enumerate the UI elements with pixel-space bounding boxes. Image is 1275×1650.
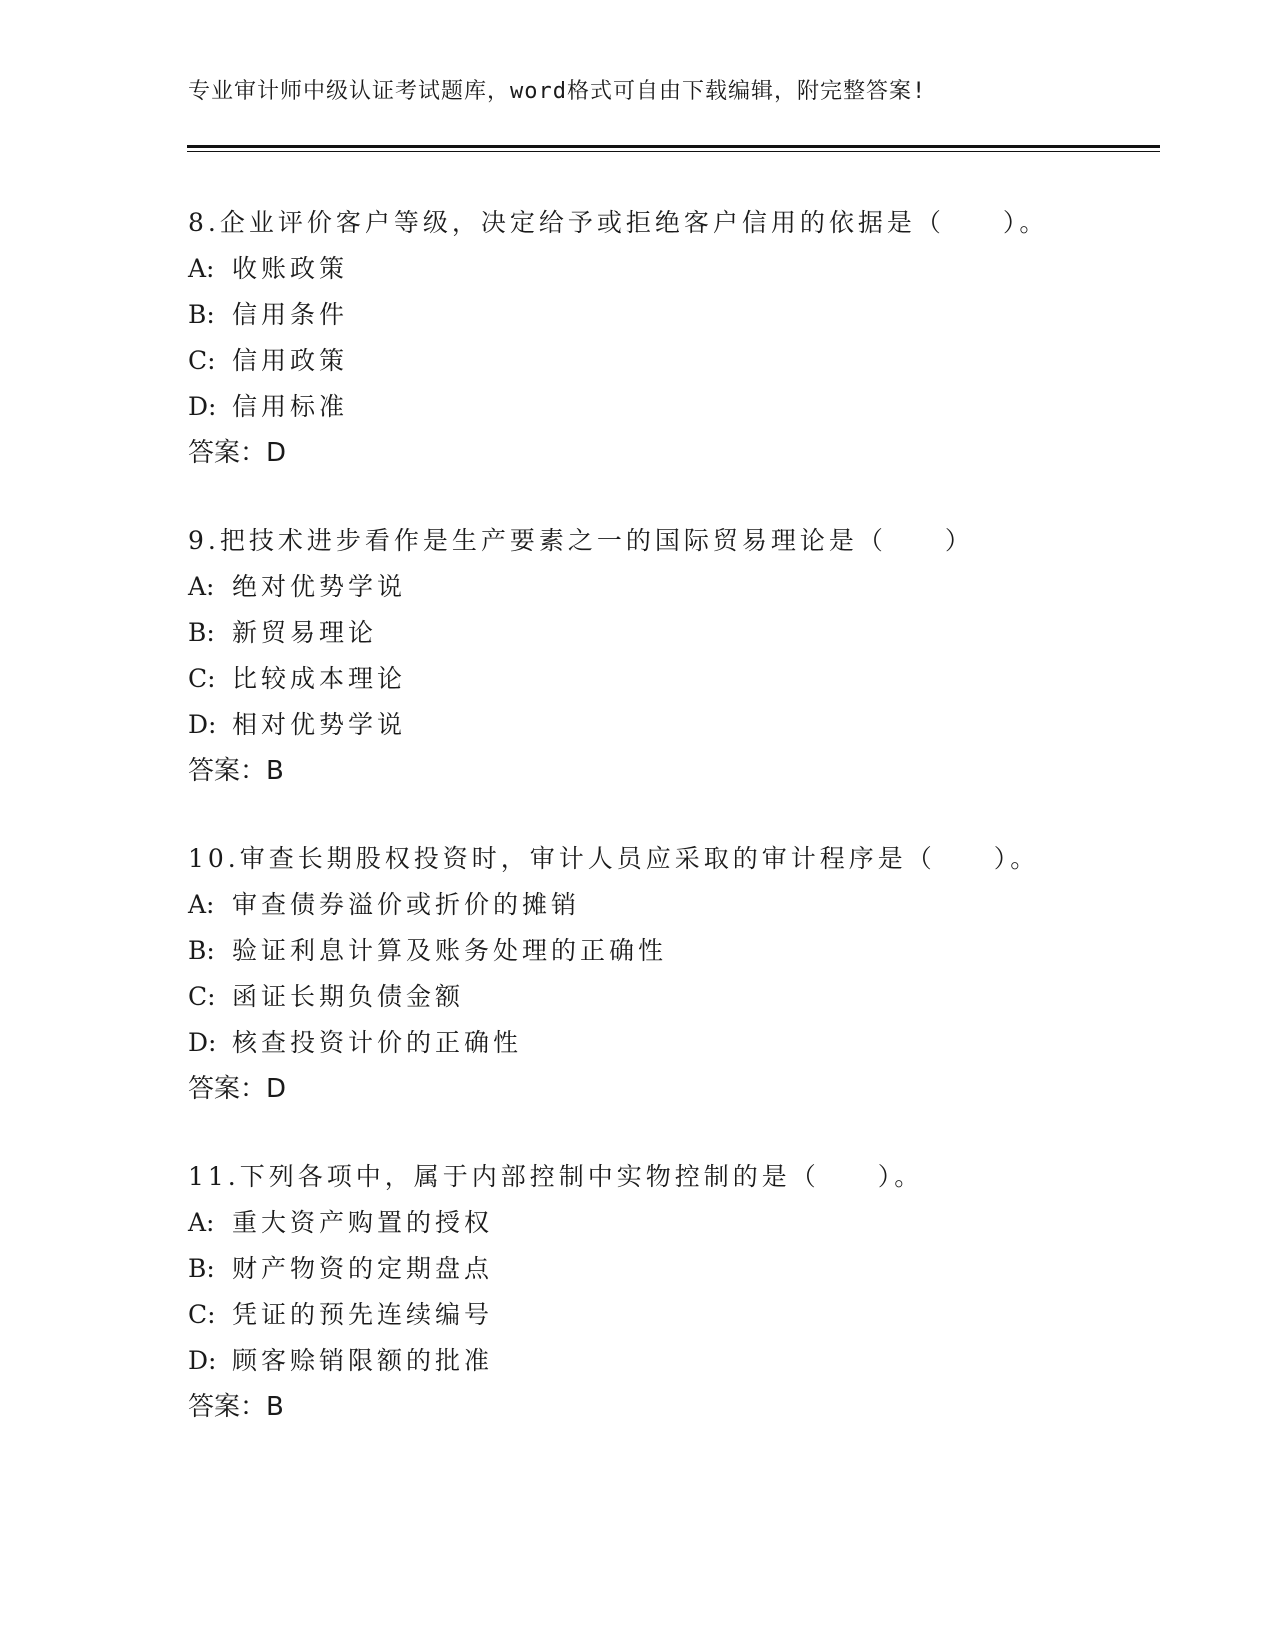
option-letter: D:: [188, 1028, 217, 1057]
document-header: 专业审计师中级认证考试题库，word格式可自由下载编辑，附完整答案!: [188, 79, 927, 104]
answer-line: 答案：B: [188, 756, 284, 786]
option-b: [188, 292, 1148, 338]
option-a: [188, 246, 1148, 292]
option-text: 顾客赊销限额的批准: [232, 1346, 494, 1375]
option-text: 函证长期负债金额: [232, 982, 465, 1011]
option-b: [188, 1246, 1148, 1292]
option-d: [188, 1020, 1148, 1066]
option-letter: C:: [188, 664, 216, 693]
option-c: [188, 974, 1148, 1020]
option-text: 信用政策: [232, 346, 349, 375]
header-rule-thin: [187, 151, 1160, 152]
answer-line: 答案：D: [188, 438, 287, 468]
option-text: 相对优势学说: [232, 710, 407, 739]
option-letter: B:: [188, 618, 215, 647]
answer-line: 答案：D: [188, 1074, 287, 1104]
option-d: [188, 1338, 1148, 1384]
question-block: [188, 836, 1148, 1112]
option-text: 信用条件: [232, 300, 349, 329]
option-letter: D:: [188, 1346, 217, 1375]
option-letter: B:: [188, 1254, 215, 1283]
option-b: [188, 610, 1148, 656]
option-letter: C:: [188, 982, 216, 1011]
option-letter: A:: [188, 572, 215, 601]
option-letter: A:: [188, 890, 215, 919]
option-text: 信用标准: [232, 392, 349, 421]
option-a: [188, 564, 1148, 610]
option-letter: A:: [188, 254, 215, 283]
option-text: 核查投资计价的正确性: [232, 1028, 523, 1057]
option-letter: B:: [188, 936, 215, 965]
header-rule-thick: [187, 145, 1160, 148]
question-block: [188, 200, 1148, 476]
question-stem: 9.把技术进步看作是生产要素之一的国际贸易理论是（ ）: [188, 526, 974, 555]
option-text: 比较成本理论: [232, 664, 407, 693]
option-b: [188, 928, 1148, 974]
option-letter: B:: [188, 300, 215, 329]
option-letter: D:: [188, 710, 217, 739]
option-letter: C:: [188, 1300, 216, 1329]
question-stem: 11.下列各项中，属于内部控制中实物控制的是（ ）。: [188, 1162, 924, 1191]
answer-line: 答案：B: [188, 1392, 284, 1422]
option-a: [188, 1200, 1148, 1246]
option-text: 新贸易理论: [232, 618, 378, 647]
option-letter: C:: [188, 346, 216, 375]
question-block: [188, 518, 1148, 794]
option-a: [188, 882, 1148, 928]
option-d: [188, 702, 1148, 748]
option-text: 凭证的预先连续编号: [232, 1300, 494, 1329]
option-c: [188, 338, 1148, 384]
option-c: [188, 656, 1148, 702]
option-text: 收账政策: [232, 254, 349, 283]
option-d: [188, 384, 1148, 430]
question-stem: 10.审查长期股权投资时，审计人员应采取的审计程序是（ ）。: [188, 844, 1040, 873]
question-stem: 8.企业评价客户等级，决定给予或拒绝客户信用的依据是（ ）。: [188, 208, 1049, 237]
option-text: 重大资产购置的授权: [232, 1208, 494, 1237]
question-block: [188, 1154, 1148, 1430]
option-text: 审查债券溢价或折价的摊销: [232, 890, 581, 919]
option-text: 绝对优势学说: [232, 572, 407, 601]
option-text: 验证利息计算及账务处理的正确性: [232, 936, 668, 965]
option-letter: A:: [188, 1208, 215, 1237]
option-text: 财产物资的定期盘点: [232, 1254, 494, 1283]
option-letter: D:: [188, 392, 217, 421]
option-c: [188, 1292, 1148, 1338]
